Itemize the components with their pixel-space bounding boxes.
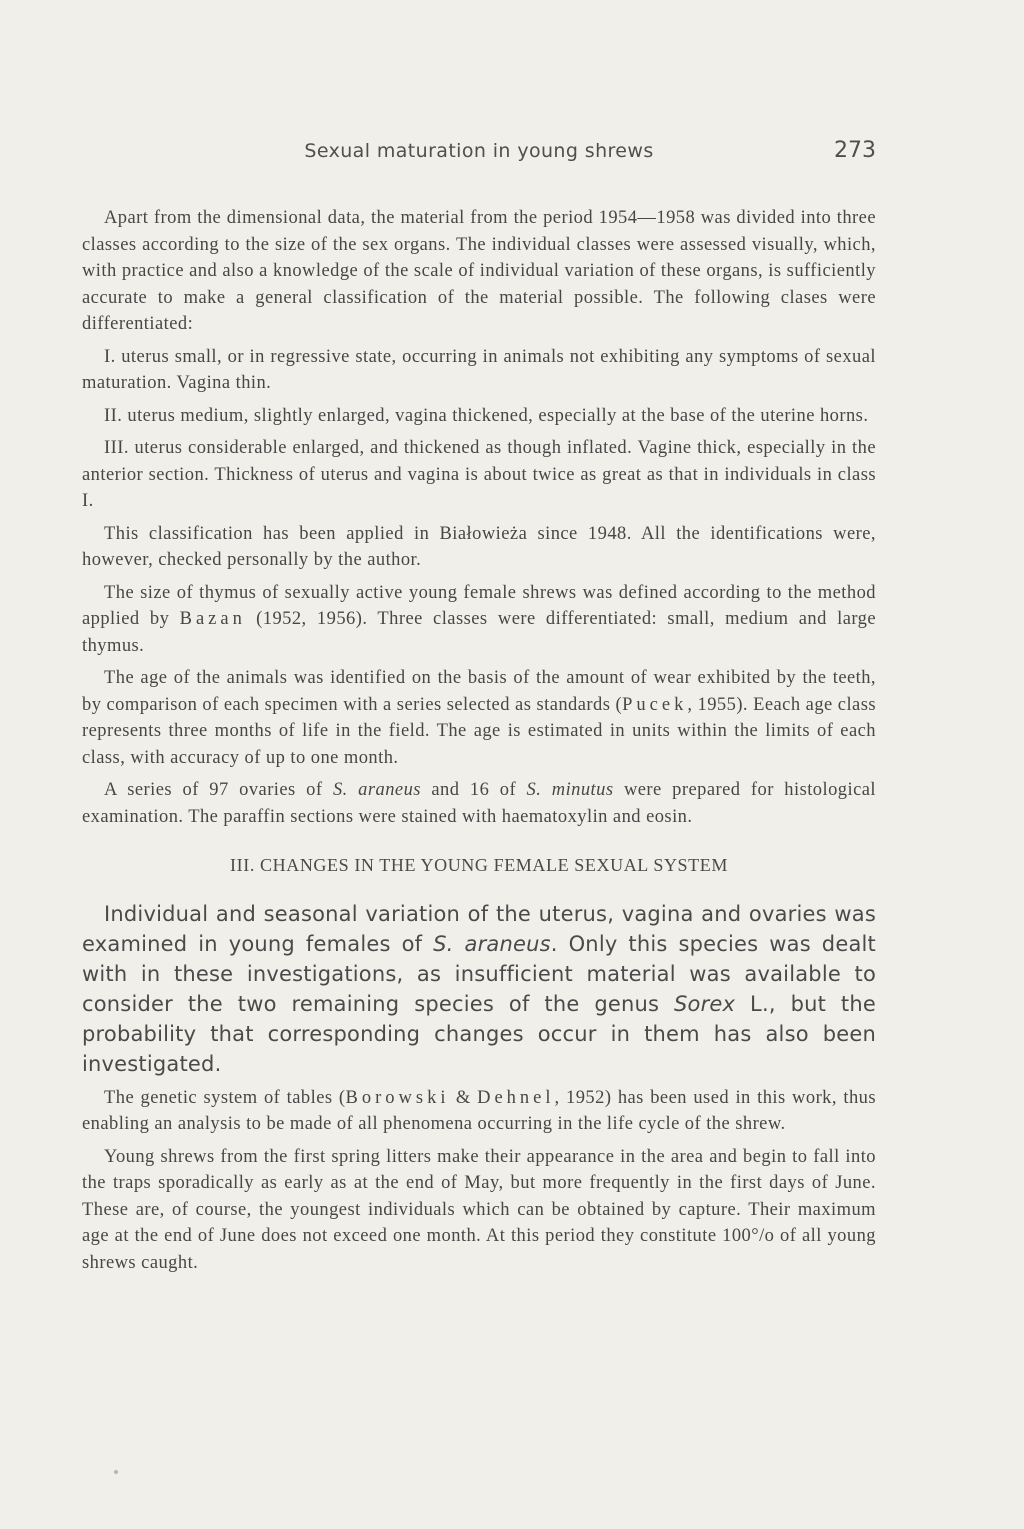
paragraph-classification-note: This classification has been applied in Białowieża since 1948. All the identifications were, however, checked personally by the author. (82, 523, 876, 570)
paragraph-class-three: III. uterus considerable enlarged, and thickened as though inflated. Vagine thick, especially in the anterior section. Thickness of uterus and vagina is about twice as great as that in individuals in class I. (82, 438, 876, 511)
text-run: & (449, 1087, 478, 1108)
species-name: S. araneus (332, 780, 421, 800)
genus-name: Sorex (674, 991, 736, 1016)
author-name-dehnel: Dehnel (477, 1087, 555, 1108)
paragraph-class-two: II. uterus medium, slightly enlarged, vagina thickened, especially at the base of the uterine horns. (104, 405, 869, 426)
text-run: The genetic system of tables ( (104, 1087, 346, 1108)
text-run: , 1955). Eeach age class represents three months of life in the field. The age is estimated in units within the limits of each class, with accuracy of up to one month. (82, 694, 877, 768)
paragraph-tables (82, 1085, 876, 1138)
text-run: Individual and seasonal variation of the uterus, vagina and ovaries was examined in young females of (82, 901, 876, 956)
paragraph-classes-intro: Apart from the dimensional data, the material from the period 1954—1958 was divided into three classes according to the size of the sex organs. The individual classes were assessed visually, which, with practice and also a knowledge of the scale of individual variation of these organs, is sufficiently accurate to make a general classification of the material possible. The following clases were differentiated: (82, 208, 876, 334)
text-run: A series of 97 ovaries of (104, 780, 333, 800)
body-text (82, 205, 876, 1282)
paragraph-thymus (82, 580, 876, 660)
text-run: (1952, 1956). Three classes were differentiated: small, medium and large thymus. (82, 609, 876, 656)
paragraph-young-shrews: Young shrews from the first spring litters make their appearance in the area and begin to fall into the traps sporadically as early as at the end of May, but more frequently in the first days of June. These are, of course, the youngest individuals which can be obtained by capture. Their maximum age at the end of June does not exceed one month. At this period they constitute 100°/o of all young shrews caught. (82, 1146, 876, 1273)
species-name: S. araneus (433, 931, 551, 956)
paragraph-age (82, 665, 876, 771)
paragraph-variation (82, 899, 876, 1079)
text-run: were prepared for histological examination. The paraffin sections were stained with haematoxylin and eosin. (82, 780, 877, 827)
running-title: Sexual maturation in young shrews (304, 140, 654, 162)
paragraph-class-one: I. uterus small, or in regressive state, occurring in animals not exhibiting any symptoms of sexual maturation. Vagina thin. (82, 346, 876, 393)
text-run: The age of the animals was identified on the basis of the amount of wear exhibited by the teeth, by comparison of each specimen with a series selected as standards ( (82, 668, 876, 715)
paper-speck (114, 1470, 118, 1474)
author-name-pucek: Pucek (622, 694, 688, 715)
page-number: 273 (834, 138, 876, 163)
text-run: L., but the probability that corresponding changes occur in them has also been investigated. (82, 991, 876, 1076)
text-run: and 16 of (420, 780, 527, 800)
author-name-bazan: Bazan (179, 609, 246, 629)
species-name: S. minutus (526, 780, 614, 800)
text-run: . Only this species was dealt with in these investigations, as insufficient material was available to consider the two remaining species of the genus (82, 931, 876, 1016)
section-heading: III. CHANGES IN THE YOUNG FEMALE SEXUAL SYSTEM (230, 855, 728, 875)
text-run: The size of thymus of sexually active young female shrews was defined according to the method applied by (82, 582, 876, 629)
running-head (82, 140, 876, 170)
author-name-borowski: Borowski (345, 1087, 450, 1108)
text-run: , 1952) has been used in this work, thus enabling an analysis to be made of all phenomena occurring in the life cycle of the shrew. (82, 1087, 876, 1134)
paragraph-histology (82, 777, 876, 830)
